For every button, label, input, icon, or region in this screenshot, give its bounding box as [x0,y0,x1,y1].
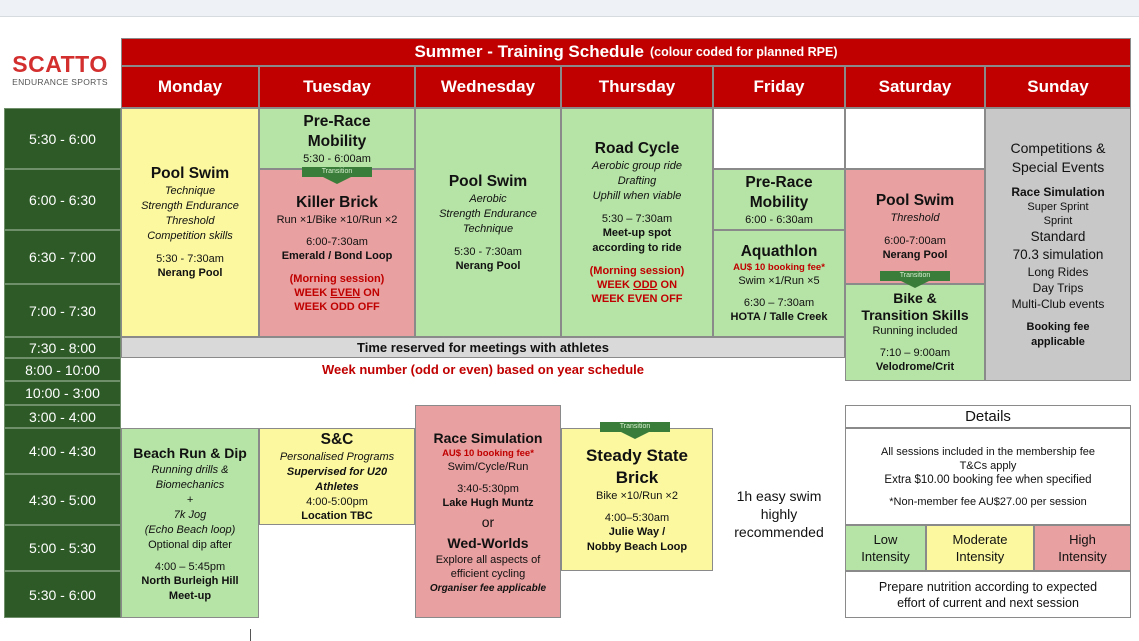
time-slot: 7:00 - 7:30 [4,284,121,337]
transition-arrow [880,271,950,287]
session-location: Lake Hugh Muntz [442,496,534,509]
session-time: 6:30 – 7:30am [743,297,815,309]
details-line: Extra $10.00 booking fee when specified [884,473,1092,486]
session-note: WEEK ODD OFF [294,300,380,313]
session-detail: highly [760,506,798,522]
session-detail: Uphill when viable [592,190,682,202]
session-location: according to ride [592,242,682,254]
session-note: WEEK ODD ON [596,279,678,291]
session-detail: Explore all aspects of [435,553,541,566]
legend-label: Low [873,532,898,547]
legend-label: Intensity [955,549,1005,564]
session-detail: Aerobic [469,192,507,205]
session-detail: Swim/Cycle/Run [447,460,529,473]
legend-low-intensity [845,525,926,571]
friday-aquathlon [713,230,845,337]
session-title: Bike & [893,290,937,306]
session-detail: Standard [1030,229,1086,244]
scroll-marker [250,629,251,641]
details-title: Details [965,408,1011,425]
session-location: Velodrome/Crit [875,361,955,373]
session-detail: recommended [734,524,824,540]
tuesday-pre-race-mobility [259,108,415,169]
session-location: Location TBC [301,509,373,522]
session-detail: Bike ×10/Run ×2 [596,489,678,502]
legend-moderate-intensity [926,525,1034,571]
session-fee: AU$ 10 booking fee* [733,262,825,273]
legend-label: High [1069,532,1096,547]
session-note: WEEK EVEN ON [294,286,380,299]
session-note: WEEK EVEN OFF [591,293,683,305]
session-time: 6:00-7:30am [306,235,368,248]
time-slot: 5:00 - 5:30 [4,525,121,571]
saturday-empty [845,108,985,169]
session-time: 4:00 – 5:45pm [154,560,226,573]
schedule-title [121,38,1131,66]
session-detail: + [186,493,194,506]
session-title: Beach Run & Dip [133,444,247,461]
nutrition-note [845,571,1131,618]
session-location: HOTA / Talle Creek [730,311,828,323]
monday-beach-run [121,428,259,618]
session-head: Race Simulation [1011,185,1105,199]
details-header [845,405,1131,428]
sunday-competitions [985,108,1131,381]
session-title: Special Events [1011,159,1105,175]
session-note: (Morning session) [589,265,685,277]
session-time: 5:30 - 6:00am [303,152,371,165]
transition-label: Transition [600,422,670,432]
meetings-row [121,337,845,358]
session-detail: Athletes [315,480,359,493]
day-header-saturday: Saturday [845,66,985,108]
session-detail: Running included [872,325,958,337]
session-title: Pool Swim [150,165,230,182]
nutrition-line: Prepare nutrition according to expected [878,579,1098,594]
session-title: Wed-Worlds [447,534,529,551]
friday-pre-race-mobility [713,169,845,230]
session-detail: Competition skills [147,230,233,242]
session-title: Road Cycle [594,140,680,157]
session-detail: 1h easy swim [736,488,822,504]
day-header-monday: Monday [121,66,259,108]
friday-empty [713,108,845,169]
session-detail: Strength Endurance [141,200,239,212]
session-title: Race Simulation [433,429,543,446]
session-detail: Threshold [890,211,940,224]
title-main: Summer - Training Schedule [414,42,645,61]
session-detail: Running drills & [151,463,229,476]
meetings-text: Time reserved for meetings with athletes [357,340,609,355]
session-fee: Booking fee [1026,321,1090,333]
session-location: Nerang Pool [882,248,948,261]
logo-subtitle: ENDURANCE SPORTS [12,77,108,87]
week-note-text: Week number (odd or even) based on year schedule [322,362,644,377]
session-location: Nerang Pool [455,259,521,272]
session-detail: (Echo Beach loop) [144,523,236,536]
session-detail: Super Sprint [1027,201,1089,213]
day-header-sunday: Sunday [985,66,1131,108]
time-slot: 6:00 - 6:30 [4,169,121,230]
session-detail: Multi-Club events [1011,297,1105,311]
nutrition-line: effort of current and next session [897,595,1079,610]
saturday-bike-transition [845,284,985,381]
session-time: 4:00–5:30am [604,511,670,524]
session-detail: 7k Jog [173,508,207,521]
session-or: or [481,513,495,530]
session-title: Competitions & [1010,140,1106,156]
tuesday-killer-brick [259,169,415,337]
session-location: Meet-up [168,589,212,602]
session-title: Pool Swim [875,191,955,209]
details-line: *Non-member fee AU$27.00 per session [889,495,1087,508]
session-detail: Technique [462,222,514,235]
session-time: 6:00 - 6:30am [745,213,813,226]
session-detail: Strength Endurance [439,207,537,220]
day-header-thursday: Thursday [561,66,713,108]
session-fee: AU$ 10 booking fee* [442,447,534,459]
session-detail: Biomechanics [155,478,225,491]
time-slot: 6:30 - 7:00 [4,230,121,284]
session-location: Nerang Pool [157,267,223,279]
session-time: 5:30 – 7:30am [601,213,673,225]
time-slot: 10:00 - 3:00 [4,381,121,405]
legend-label: Moderate [952,532,1008,547]
session-time: 3:40-5:30pm [457,482,519,495]
time-slot: 4:00 - 4:30 [4,428,121,474]
details-line: All sessions included in the membership fee [880,445,1095,458]
session-time: 5:30 - 7:30am [156,253,224,265]
session-title: Transition Skills [861,307,969,323]
session-title: Aquathlon [740,243,818,260]
session-detail: Threshold [165,215,215,227]
session-title: Brick [615,467,659,487]
day-header-friday: Friday [713,66,845,108]
session-detail: Run ×1/Bike ×10/Run ×2 [276,213,398,226]
saturday-pool-swim [845,169,985,284]
session-location: North Burleigh Hill [141,574,239,587]
week-note-row [121,358,845,381]
monday-pool-swim [121,108,259,337]
session-time: 6:00-7:00am [884,234,946,247]
session-detail: Supervised for U20 [286,465,388,478]
transition-label: Transition [880,271,950,281]
scatto-logo [5,52,115,100]
legend-high-intensity [1034,525,1131,571]
friday-easy-swim [713,474,845,554]
session-detail: Sprint [1043,215,1073,227]
thursday-steady-state-brick [561,428,713,571]
details-info [845,428,1131,525]
details-line: T&Cs apply [959,459,1017,472]
wednesday-pool-swim [415,108,561,337]
session-detail: Long Rides [1027,265,1089,279]
time-slot: 7:30 - 8:00 [4,337,121,358]
session-location: Meet-up spot [602,227,672,239]
session-detail: Optional dip after [148,538,232,551]
session-location: Nobby Beach Loop [586,540,688,553]
session-title: Pool Swim [448,172,528,190]
time-slot: 3:00 - 4:00 [4,405,121,428]
session-detail: Swim ×1/Run ×5 [738,275,820,287]
time-slot: 4:30 - 5:00 [4,474,121,525]
transition-arrow [600,422,670,438]
session-time: 4:00-5:00pm [306,495,368,508]
session-note: (Morning session) [289,272,385,285]
session-title: Steady State [585,445,689,465]
session-location: Emerald / Bond Loop [281,249,393,262]
legend-label: Intensity [1058,549,1107,564]
legend-label: Intensity [861,549,910,564]
session-detail: Technique [164,185,216,197]
session-detail: Day Trips [1032,281,1084,295]
day-header-tuesday: Tuesday [259,66,415,108]
session-title: Killer Brick [296,193,378,211]
time-slot: 5:30 - 6:00 [4,571,121,618]
transition-label: Transition [302,167,372,177]
time-slot: 5:30 - 6:00 [4,108,121,169]
session-fee: Organiser fee applicable [429,582,547,594]
title-note: (colour coded for planned RPE) [650,45,838,59]
session-detail: efficient cycling [450,567,526,580]
tuesday-s-and-c [259,428,415,525]
session-time: 5:30 - 7:30am [454,245,522,258]
session-detail: Aerobic group ride [592,160,682,172]
time-slot: 8:00 - 10:00 [4,358,121,381]
wednesday-race-simulation [415,405,561,618]
session-title: S&C [320,430,354,448]
session-detail: 70.3 simulation [1012,247,1104,262]
thursday-road-cycle [561,108,713,337]
session-detail: Personalised Programs [279,450,395,463]
transition-arrow [302,167,372,183]
window-top-bar [0,0,1139,17]
session-title: Pre-Race Mobility [745,173,813,211]
session-detail: Drafting [617,175,657,187]
day-header-wednesday: Wednesday [415,66,561,108]
logo-name: SCATTO [12,51,108,77]
session-location: Julie Way / [608,525,666,538]
session-fee: applicable [1031,336,1085,348]
session-title: Pre-Race Mobility [303,112,371,150]
session-time: 7:10 – 9:00am [879,347,951,359]
